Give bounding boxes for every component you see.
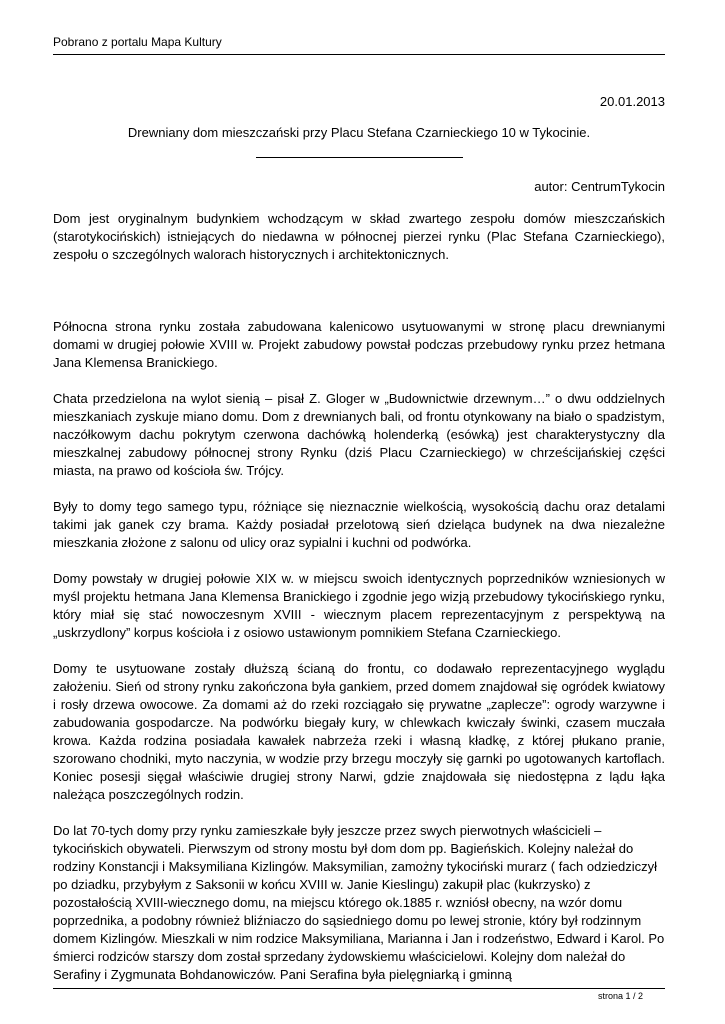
paragraph: Dom jest oryginalnym budynkiem wchodzącym w skład zwartego zespołu domów mieszczańskich (starotykocińskich) istniejących do niedawna w północnej pierzei rynku (Plac Stefana Czarnieckiego), zespołu o szczególnych walorach historycznych i architektonicznych. [53, 211, 665, 262]
document-body [53, 210, 665, 984]
header-rule [53, 54, 665, 55]
page-header-source: Pobrano z portalu Mapa Kultury [53, 35, 222, 49]
document-author: autor: CentrumTykocin [534, 179, 665, 194]
document-title: Drewniany dom mieszczański przy Placu Stefana Czarnieckiego 10 w Tykocinie. [127, 125, 591, 140]
paragraph: Były to domy tego samego typu, różniące się nieznacznie wielkością, wysokością dachu oraz detalami takimi jak ganek czy brama. Każdy posiadał przelotową sień dzieląca budynek na dwa niezależne mieszkania złożone z salonu od ulicy oraz sypialni i kuchni od podwórka. [53, 499, 665, 550]
footer-rule [53, 988, 665, 989]
paragraph: Domy te usytuowane zostały dłuższą ścianą do frontu, co dodawało reprezentacyjnego wyglądu założeniu. Sień od strony rynku zakończona była gankiem, przed domem znajdował się ogródek kwiatowy i rosły drzewa owocowe. Za domami aż do rzeki rozciągało się prywatne „zaplecze”: ogrody warzywne i zabudowania gospodarcze. Na podwórku biegały kury, w chlewkach kwiczały świnki, czasem muczała krowa. Każda rodzina posiadała kawałek nabrzeża rzeki i własną kładkę, z której płukano pranie, szorowano chodniki, myto naczynia, w wodzie przy brzegu moczyły się garnki po ugotowanych kartoflach. Koniec posesji sięgał właściwie drugiej strony Narwi, gdzie znajdowała się niedostępna z lądu łąka należąca poszczególnych rodzin. [53, 661, 665, 802]
page-number: strona 1 / 2 [597, 991, 643, 1001]
title-underline [256, 157, 463, 158]
paragraph: Domy powstały w drugiej połowie XIX w. w miejscu swoich identycznych poprzedników wzniesionych w myśl projektu hetmana Jana Klemensa Branickiego i zgodnie jego wizją przebudowy tykocińskiego rynku, który miał się stać nowoczesnym XVIII - wiecznym placem reprezentacyjnym z perspektywą na „uskrzydlony” korpus kościoła i z osiowo ustawionym pomnikiem Stefana Czarnieckiego. [53, 571, 665, 640]
paragraph: Chata przedzielona na wylot sienią – pisał Z. Gloger w „Budownictwie drzewnym…” o dwu oddzielnych mieszkaniach zyskuje miano domu. Dom z drewnianych bali, od frontu otynkowany na biało o spadzistym, naczółkowym dachu pokrytym czerwona dachówką holenderką (esówką) jest charakterystyczny dla mieszkalnej zabudowy północnej strony Rynku (dziś Placu Czarnieckiego) w chrześcijańskiej części miasta, na prawo od kościoła św. Trójcy. [53, 391, 665, 478]
paragraph: Północna strona rynku została zabudowana kalenicowo usytuowanymi w stronę placu drewnianymi domami w drugiej połowie XVIII w. Projekt zabudowy powstał podczas przebudowy rynku przez hetmana Jana Klemensa Branickiego. [53, 319, 665, 370]
document-date: 20.01.2013 [599, 94, 665, 109]
paragraph: Do lat 70-tych domy przy rynku zamieszkałe były jeszcze przez swych pierwotnych właścicieli – tykocińskich obywateli. Pierwszym od strony mostu był dom dom pp. Bagieńskich. Kolejny należał do rodziny Konstancji i Maksymiliana Kizlingów. Maksymilian, zamożny tykociński murarz ( fach odziedziczył po dziadku, przybyłym z Saksonii w końcu XVIII w. Janie Kieslingu) zakupił plac (kukrzysko) z pozostałością XVIII-wiecznego domu, na miejscu którego ok.1885 r. wzniósł obecny, na wzór domu poprzednika, a podobny również bliźniaczo do sąsiedniego domu po lewej stronie, który był rodzinnym domem Kizlingów. Mieszkali w nim rodzice Maksymiliana, Marianna i Jan i rodzeństwo, Edward i Karol. Po śmierci rodziców starszy dom został sprzedany żydowskiemu właścicielowi. Kolejny dom należał do Serafiny i Zygmunata Bohdanowiczów. Pani Serafina była pielęgniarką i gminną [53, 823, 665, 982]
